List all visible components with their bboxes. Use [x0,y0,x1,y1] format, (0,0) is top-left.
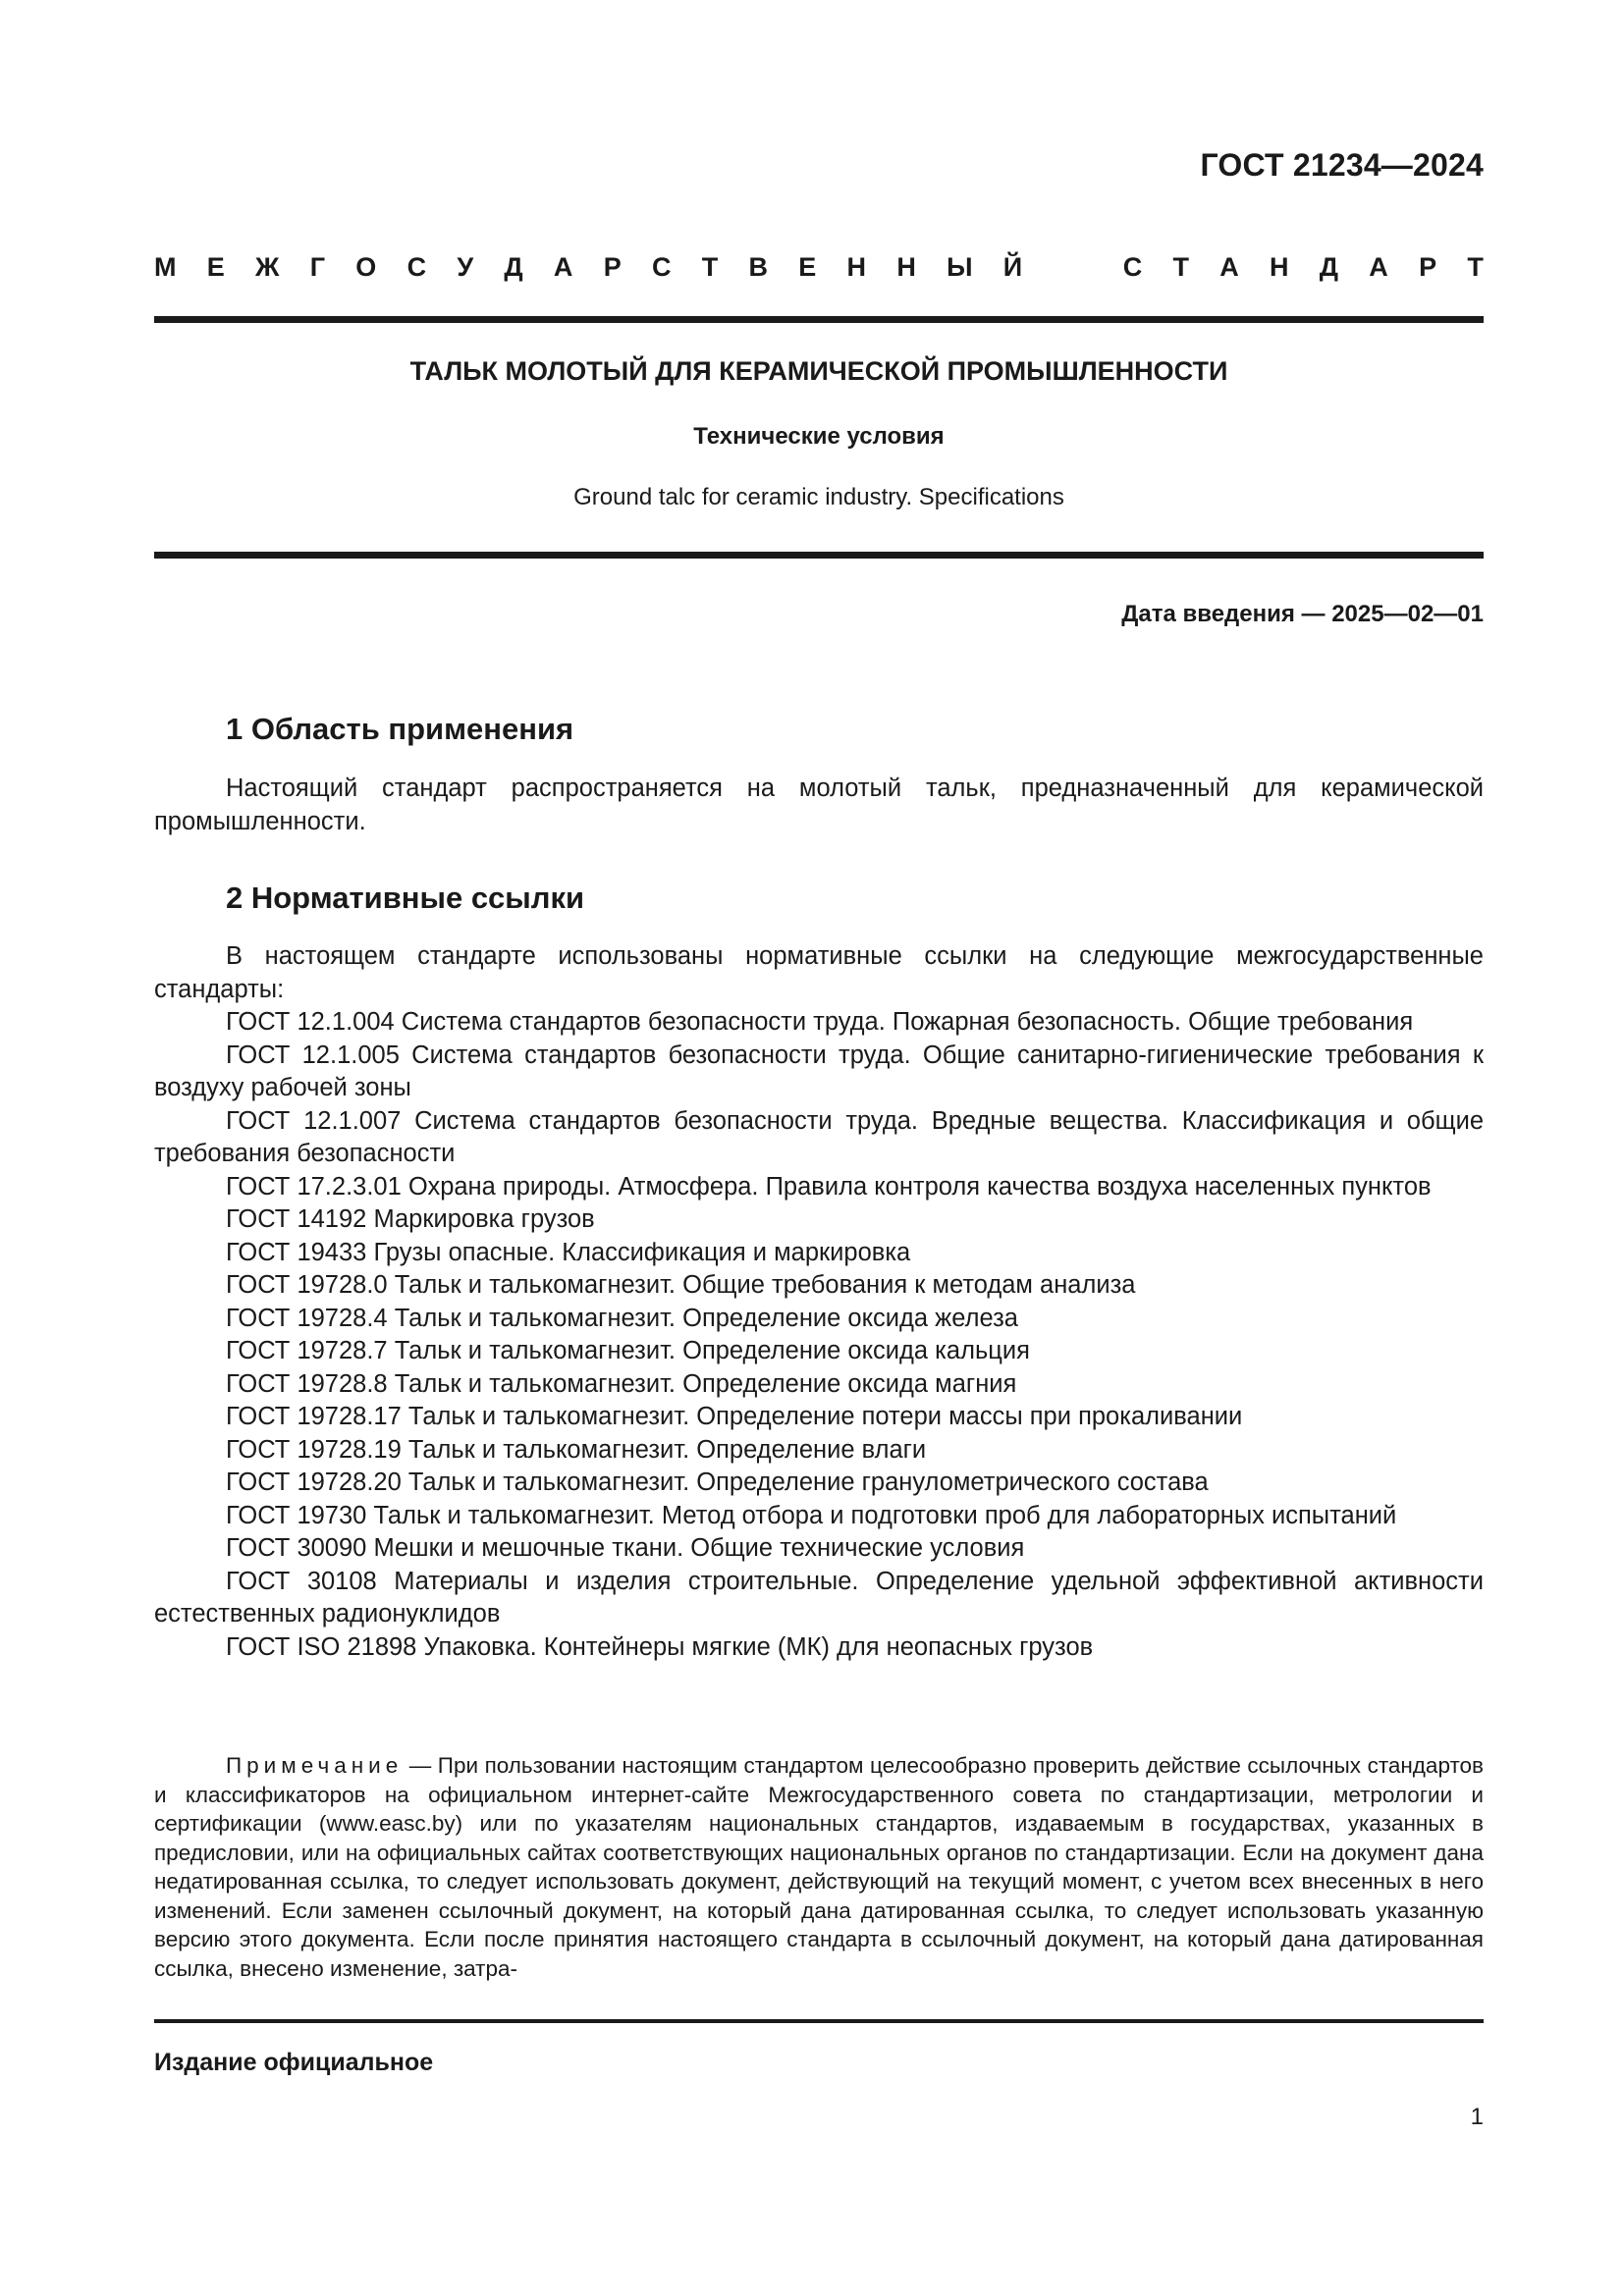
reference-number: ГОСТ 19728.8 [226,1369,388,1398]
reference-item [154,1303,1484,1336]
banner-word-gap [1053,252,1092,283]
section-1-text: Настоящий стандарт распространяется на молотый тальк, предназначенный для керамической промышленности. [154,774,1484,835]
reference-title: Тальк и талькомагнезит. Общие требования к методам анализа [394,1271,1136,1299]
banner-letter: Т [701,252,719,282]
reference-number: ГОСТ 19728.0 [226,1271,388,1299]
reference-number: ГОСТ 12.1.007 [226,1106,402,1135]
header-divider [154,316,1484,323]
banner-letter: Н [1270,252,1289,282]
banner-letter: М [154,252,177,282]
reference-title: Мешки и мешочные ткани. Общие технические условия [373,1534,1025,1562]
reference-title: Тальк и талькомагнезит. Определение потери массы при прокаливании [407,1403,1243,1430]
banner-letter: С [1122,252,1143,282]
page-number: 1 [1470,2104,1484,2130]
section-2-text: В настоящем стандарте использованы нормативные ссылки на следующие межгосударственные стандарты: [154,942,1484,1003]
reference-title: Упаковка. Контейнеры мягкие (МК) для неопасных грузов [423,1632,1094,1661]
banner-letter: С [406,252,427,282]
reference-number: ГОСТ 19730 [226,1501,367,1529]
reference-number: ГОСТ 17.2.3.01 [226,1172,402,1201]
reference-number: ГОСТ 12.1.005 [226,1041,400,1069]
reference-number: ГОСТ 19728.17 [226,1403,402,1430]
reference-number: ГОСТ 30090 [226,1534,367,1562]
reference-item [154,1237,1484,1270]
reference-item [154,1401,1484,1434]
note-paragraph [154,1751,1484,1983]
banner-letter: А [1369,252,1388,282]
normative-references-list [154,1006,1484,1664]
reference-item [154,1631,1484,1665]
reference-item [154,1467,1484,1500]
reference-number: ГОСТ 30108 [226,1567,377,1595]
reference-title: Тальк и талькомагнезит. Метод отбора и подготовки проб для лабораторных испытаний [373,1501,1397,1529]
reference-title: Маркировка грузов [373,1205,595,1233]
reference-item [154,1171,1484,1204]
reference-title: Система стандартов безопасности труда. Пожарная безопасность. Общие требования [401,1008,1414,1036]
banner-letter: О [355,252,377,282]
reference-title: Тальк и талькомагнезит. Определение влаги [407,1435,927,1464]
reference-number: ГОСТ ISO 21898 [226,1632,417,1661]
official-edition-label: Издание официальное [154,2049,434,2076]
banner-letter: Т [1467,252,1484,282]
reference-title: Грузы опасные. Классификация и маркировка [373,1238,911,1266]
banner-letter: Т [1172,252,1189,282]
footer-divider [154,2019,1484,2023]
reference-number: ГОСТ 12.1.004 [226,1008,395,1036]
english-title: Ground talc for ceramic industry. Specifications [573,484,1064,510]
reference-title: Система стандартов безопасности труда. Общие санитарно-гигиенические требования к воздуху рабочей зоны [154,1041,1485,1101]
document-title: ТАЛЬК МОЛОТЫЙ ДЛЯ КЕРАМИЧЕСКОЙ ПРОМЫШЛЕННОСТИ [409,356,1228,386]
banner-letter: А [553,252,573,282]
reference-number: ГОСТ 19728.7 [226,1337,388,1364]
banner-letter: Р [1419,252,1437,282]
document-code: ГОСТ 21234—2024 [1200,147,1484,183]
banner-letter: А [1219,252,1239,282]
reference-number: ГОСТ 19728.20 [226,1468,402,1496]
reference-title: Тальк и талькомагнезит. Определение оксида кальция [394,1337,1030,1364]
reference-item [154,1500,1484,1533]
reference-item [154,1566,1484,1631]
reference-title: Материалы и изделия строительные. Определение удельной эффективной активности естественных радионуклидов [154,1567,1484,1628]
reference-title: Тальк и талькомагнезит. Определение гранулометрического состава [407,1468,1209,1496]
document-subtitle: Технические условия [693,423,945,450]
reference-item [154,1368,1484,1402]
reference-number: ГОСТ 19728.4 [226,1304,388,1332]
reference-item [154,1532,1484,1566]
note-label: Примечание [226,1753,404,1778]
title-divider [154,552,1484,559]
reference-item [154,1006,1484,1040]
reference-item [154,1434,1484,1468]
section-2-heading: 2 Нормативные ссылки [226,881,585,915]
banner-letter: Ж [255,252,280,282]
reference-title: Тальк и талькомагнезит. Определение оксида магния [394,1369,1017,1398]
banner-letter: Н [846,252,867,282]
banner-letter: Н [896,252,916,282]
banner-letter: Р [603,252,622,282]
banner-letter: С [651,252,672,282]
reference-number: ГОСТ 19728.19 [226,1435,402,1464]
reference-number: ГОСТ 14192 [226,1205,367,1233]
reference-item [154,1040,1484,1105]
reference-title: Охрана природы. Атмосфера. Правила контроля качества воздуха населенных пунктов [407,1172,1432,1201]
reference-item [154,1203,1484,1237]
reference-number: ГОСТ 19433 [226,1238,367,1266]
banner-letter: Е [798,252,817,282]
reference-title: Тальк и талькомагнезит. Определение оксида железа [394,1304,1018,1332]
banner-letter: Е [206,252,225,282]
introduction-date: Дата введения — 2025—02—01 [1121,601,1484,627]
section-1-heading: 1 Область применения [226,712,574,746]
reference-item [154,1335,1484,1368]
reference-title: Система стандартов безопасности труда. Вредные вещества. Классификация и общие требования безопасности [154,1106,1485,1167]
reference-item [154,1105,1484,1171]
banner-letter: Й [1002,252,1023,282]
banner-letter: В [748,252,768,282]
reference-item [154,1269,1484,1303]
banner-letter: Д [1319,252,1339,282]
banner-letter: У [457,252,474,282]
interstate-standard-banner [154,252,1484,283]
banner-letter: Д [504,252,523,282]
banner-letter: Г [309,252,326,282]
banner-letter: Ы [947,252,973,282]
note-text: — При пользовании настоящим стандартом целесообразно проверить действие ссылочных стандартов и классификаторов на официальном интернет-сайте Межгосударственного совета по стандартизации, метрологии и сертификации (www.easc.by) или по указателям национальных стандартов, издаваемым в государствах, указанных в предисловии, или на официальных сайтах соответствующих национальных органов по стандартизации. Если на документ дана недатированная ссылка, то следует использовать документ, действующий на текущий момент, с учетом всех внесенных в него изменений. Если заменен ссылочный документ, на который дана датированная ссылка, то следует использовать указанную версию этого документа. Если после принятия настоящего стандарта в ссылочный документ, на который дана датированная ссылка, внесено изменение, затра- [154,1753,1484,1981]
